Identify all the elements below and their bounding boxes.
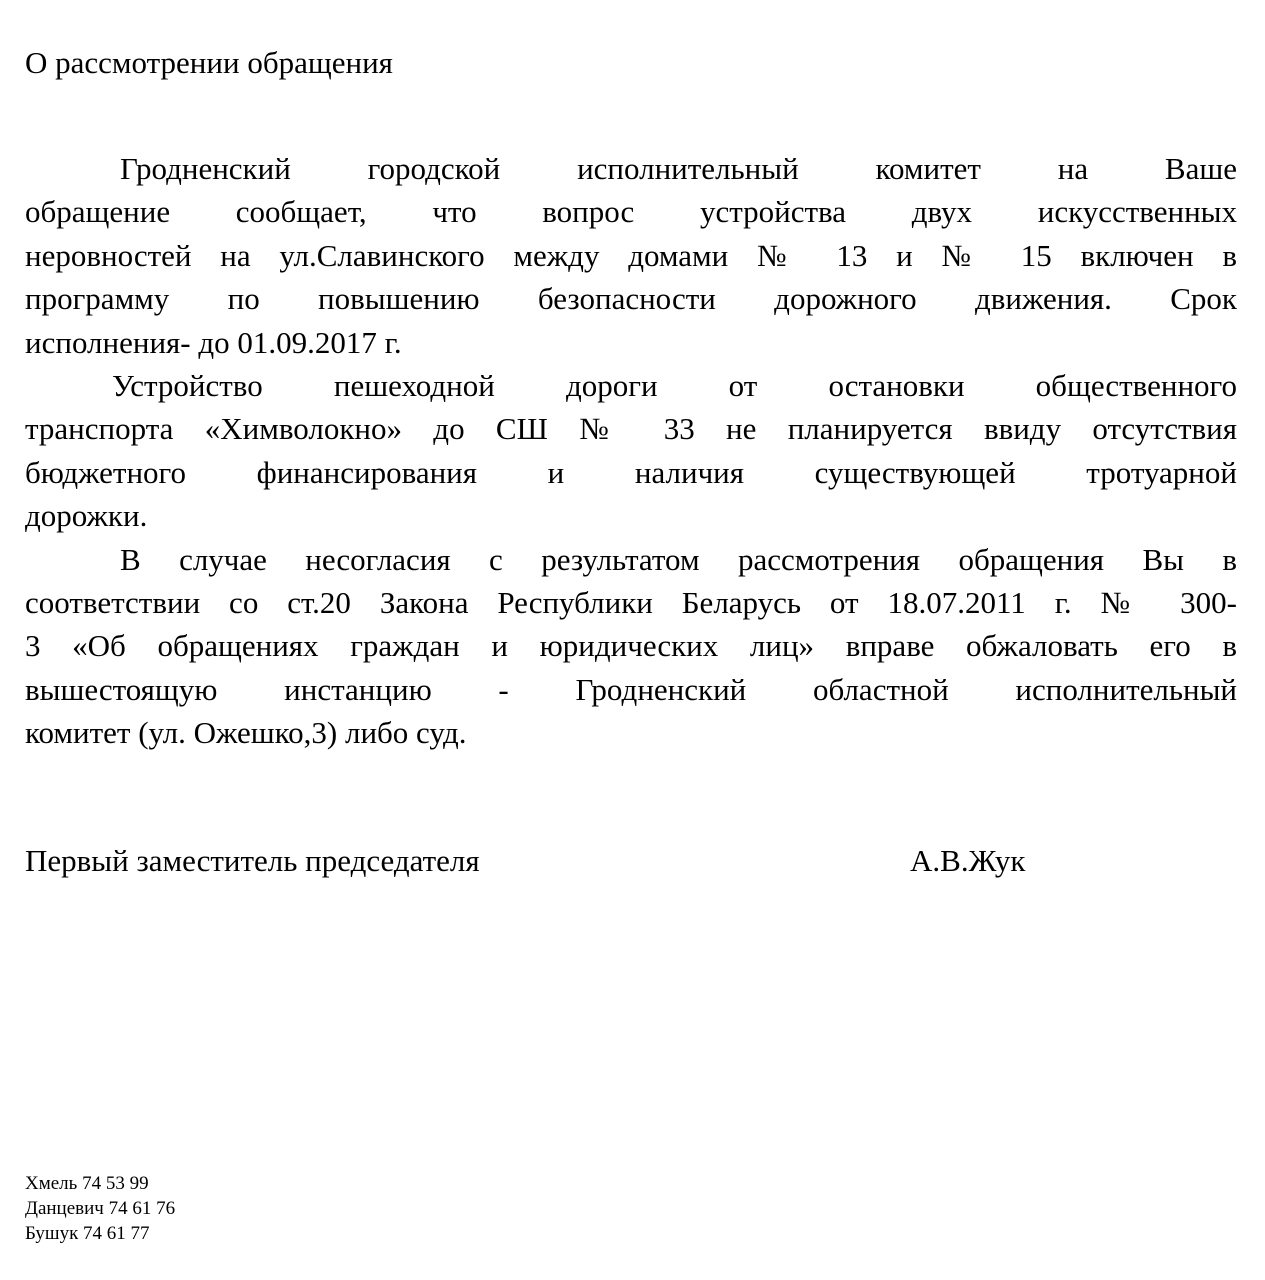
paragraph-2-line: бюджетного финансирования и наличия существующей тротуарной: [25, 454, 1237, 490]
paragraph-2-line: Устройство пешеходной дороги от остановки общественного: [112, 368, 1237, 404]
document-title: О рассмотрении обращения: [25, 45, 393, 80]
contact-item: Хмель 74 53 99: [25, 1173, 149, 1194]
paragraph-3-line: комитет (ул. Ожешко,3) либо суд.: [25, 715, 467, 751]
contact-item: Бушук 74 61 77: [25, 1223, 150, 1244]
contact-item: Данцевич 74 61 76: [25, 1198, 176, 1219]
paragraph-1-line: неровностей на ул.Славинского между домами № 13 и № 15 включен в: [25, 237, 1237, 273]
paragraph-3-line: 3 «Об обращениях граждан и юридических лиц» вправе обжаловать его в: [25, 628, 1237, 664]
paragraph-3-line: вышестоящую инстанцию - Гродненский областной исполнительный: [25, 671, 1237, 707]
paragraph-2-line: дорожки.: [25, 498, 148, 534]
paragraph-3-line: В случае несогласия с результатом рассмотрения обращения Вы в: [120, 541, 1237, 577]
signatory-position: Первый заместитель председателя: [25, 843, 480, 878]
signatory-name: А.В.Жук: [910, 843, 1026, 878]
paragraph-1-line: исполнения- до 01.09.2017 г.: [25, 324, 402, 360]
paragraph-1-line: программу по повышению безопасности дорожного движения. Срок: [25, 281, 1237, 317]
paragraph-3-line: соответствии со ст.20 Закона Республики Беларусь от 18.07.2011 г. № 300-: [25, 585, 1237, 621]
letter-body: [25, 147, 1237, 755]
paragraph-1-line: Гродненский городской исполнительный комитет на Ваше: [120, 151, 1237, 186]
paragraph-2-line: транспорта «Химволокно» до СШ № 33 не планируется ввиду отсутствия: [25, 411, 1237, 447]
paragraph-1-line: обращение сообщает, что вопрос устройства двух искусственных: [25, 194, 1237, 230]
contacts-list: [25, 1171, 175, 1246]
